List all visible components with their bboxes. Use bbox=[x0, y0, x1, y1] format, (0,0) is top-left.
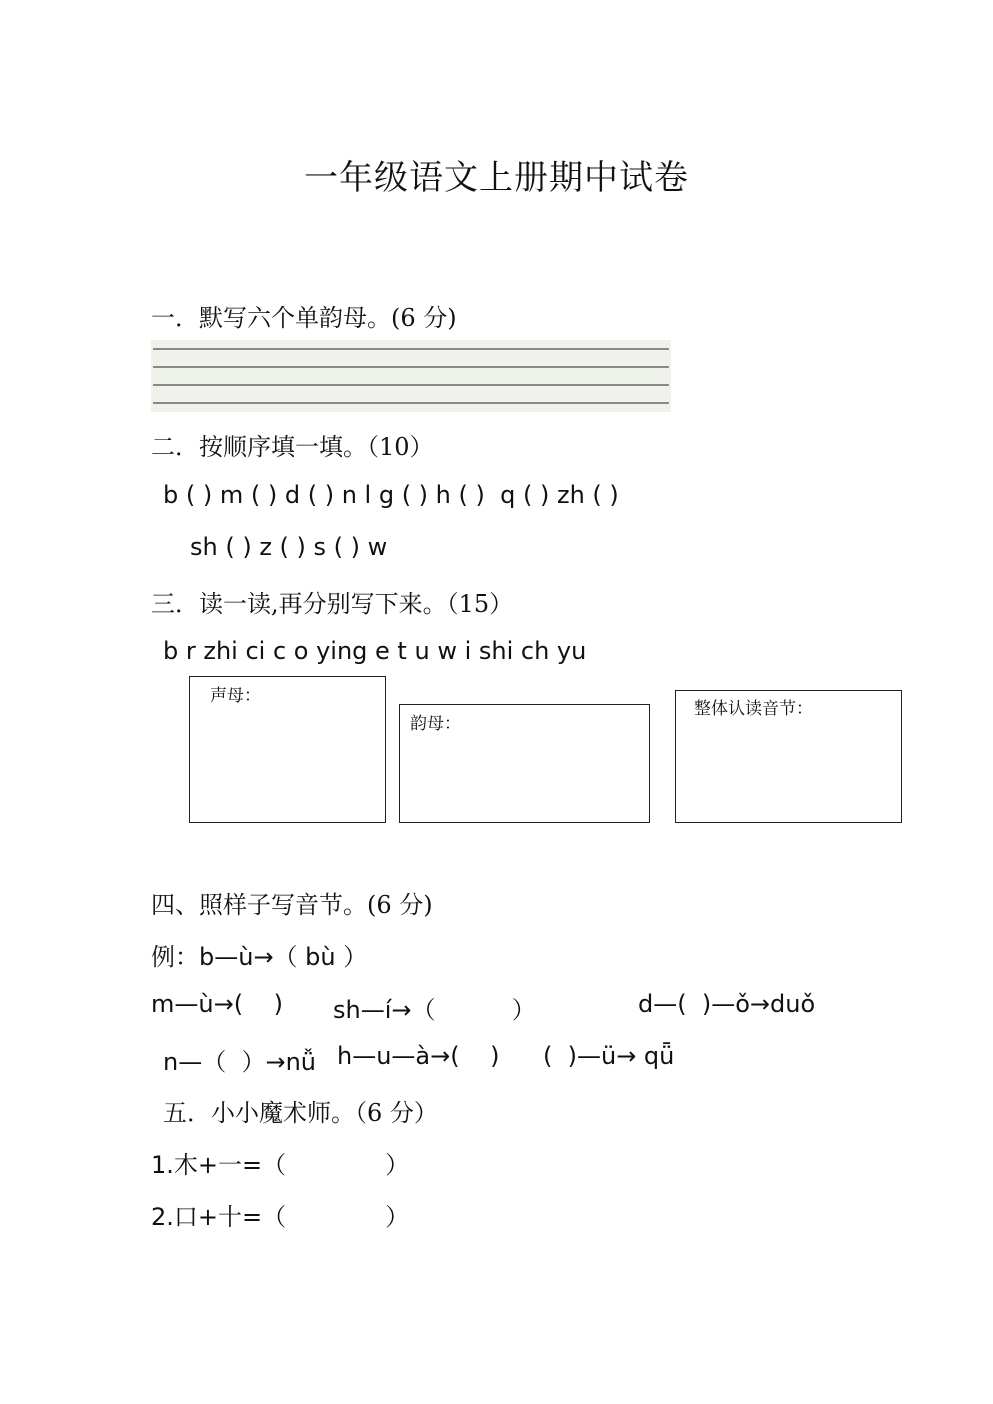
writing-line bbox=[153, 366, 669, 368]
whole-syllables-label: 整体认读音节： bbox=[694, 699, 813, 719]
q4-item-qv: ( )—ü→ qǖ bbox=[543, 1042, 675, 1070]
q4-item-m-u: m—ù→( ) bbox=[151, 990, 283, 1018]
q5-heading: 五．小小魔术师。（6 分） bbox=[163, 1099, 438, 1127]
writing-line bbox=[153, 384, 669, 386]
q5-item-2: 2.口+十=（ ） bbox=[151, 1203, 410, 1231]
writing-lines[interactable] bbox=[151, 340, 671, 412]
initials-box[interactable] bbox=[189, 676, 386, 823]
q4-example: 例：b—ù→（ bù ） bbox=[151, 943, 368, 971]
q2-heading: 二．按顺序填一填。（10） bbox=[151, 433, 434, 461]
q4-item-nv: n—（ ）→nǚ bbox=[163, 1048, 316, 1076]
q4-item-h-u-a: h—u—à→( ) bbox=[337, 1042, 500, 1070]
q3-syllables: b r zhi ci c o ying e t u w i shi ch yu bbox=[163, 637, 587, 665]
q2-sequence-line-1: b ( ) m ( ) d ( ) n l g ( ) h ( ) q ( ) zh ( ) bbox=[163, 481, 619, 509]
initials-label: 声母： bbox=[210, 686, 261, 706]
q4-item-sh-i: sh—í→（ ） bbox=[333, 996, 536, 1024]
page-title: 一年级语文上册期中试卷 bbox=[304, 158, 689, 198]
finals-box[interactable] bbox=[399, 704, 650, 823]
finals-label: 韵母： bbox=[410, 714, 461, 734]
writing-line bbox=[153, 348, 669, 350]
q3-heading: 三．读一读,再分别写下来。（15） bbox=[151, 590, 514, 618]
q2-sequence-line-2: sh ( ) z ( ) s ( ) w bbox=[190, 533, 388, 561]
q1-heading: 一．默写六个单韵母。(6 分) bbox=[151, 304, 457, 332]
whole-syllables-box[interactable] bbox=[675, 690, 902, 823]
q5-item-1: 1.木+一=（ ） bbox=[151, 1151, 410, 1179]
q4-item-duo: d—( )—ǒ→duǒ bbox=[638, 990, 816, 1018]
q4-heading: 四、照样子写音节。(6 分) bbox=[151, 891, 433, 919]
writing-line bbox=[153, 402, 669, 404]
